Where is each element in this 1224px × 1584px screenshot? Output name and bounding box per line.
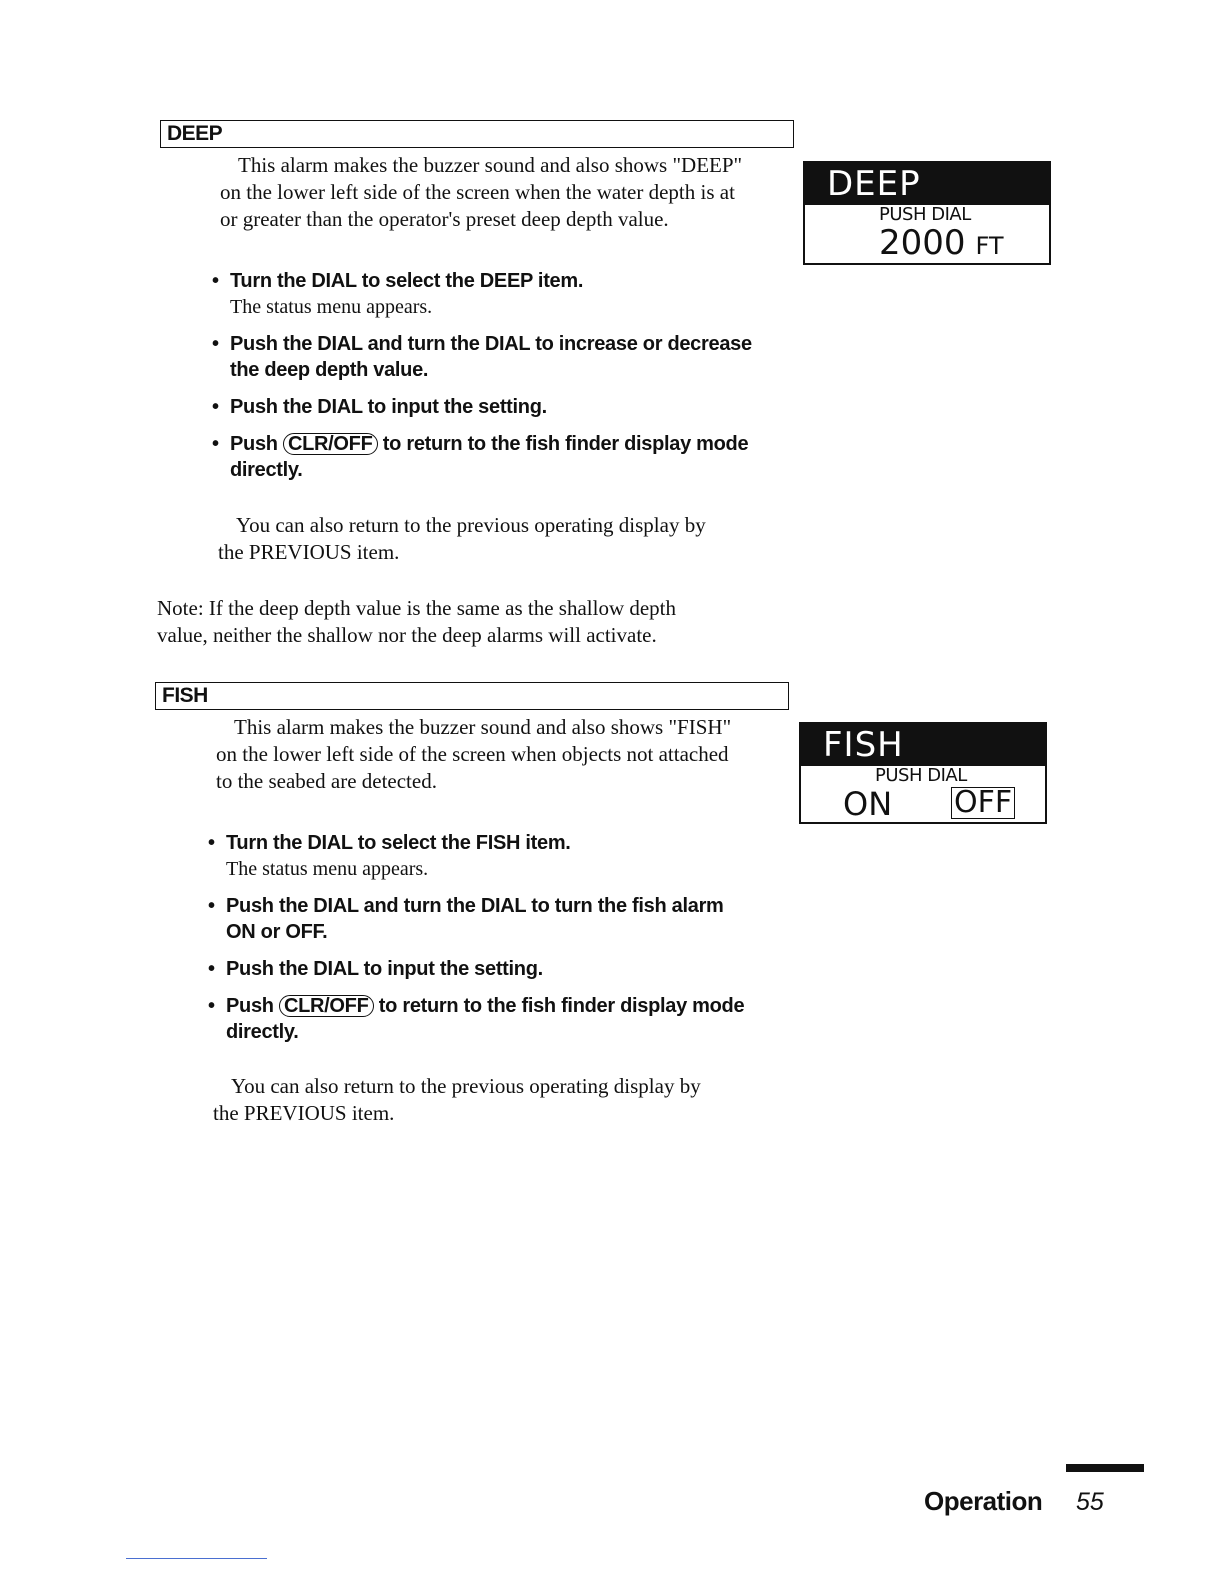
fish-step-1-text: Turn the DIAL to select the FISH item. [226,832,571,854]
deep-desc-line-2: on the lower left side of the screen when the water depth is at [220,180,735,204]
fish-description [216,714,796,795]
fish-step-1-sub: The status menu appears. [226,858,429,880]
fish-lcd-options [801,786,1045,824]
bullet: • [208,995,216,1017]
deep-step-4-push: Push [230,433,278,455]
deep-lcd-unit: FT [975,232,1004,260]
deep-step-4-text-line-1 [230,431,812,457]
deep-previous-line-2: the PREVIOUS item. [218,540,400,564]
fish-lcd-option-on: ON [843,785,893,823]
deep-desc-line-1: This alarm makes the buzzer sound and also shows "DEEP" [238,153,743,177]
deep-step-1-sub: The status menu appears. [230,296,433,318]
deep-step-4-after: to return to the fish finder display mode [382,433,749,455]
fish-step-2-text-line-2: ON or OFF. [226,921,328,943]
deep-previous-line-1: You can also return to the previous operating display by [236,513,706,537]
deep-step-2 [212,331,812,383]
fish-desc-line-3: to the seabed are detected. [216,769,437,793]
bullet: • [212,396,220,418]
fish-desc-line-2: on the lower left side of the screen when objects not attached [216,742,729,766]
footer-rule [1066,1464,1144,1472]
bullet: • [212,270,220,292]
clr-off-key: CLR/OFF [283,433,378,455]
deep-step-1-text: Turn the DIAL to select the DEEP item. [230,270,584,292]
deep-note-line-1: Note: If the deep depth value is the same as the shallow depth [157,596,677,620]
bullet: • [208,832,216,854]
fish-section-header [155,682,789,710]
deep-step-4 [212,431,812,483]
fish-lcd-title: FISH [801,724,1045,766]
fish-step-2-text-line-1: Push the DIAL and turn the DIAL to turn the fish alarm [226,895,724,917]
deep-step-4-text-line-2: directly. [230,459,303,481]
fish-step-4-push: Push [226,995,274,1017]
fish-steps-list [208,830,808,1056]
deep-desc-line-3: or greater than the operator's preset deep depth value. [220,207,669,231]
bullet: • [212,433,220,455]
fish-previous-line-2: the PREVIOUS item. [213,1101,395,1125]
bottom-divider [126,1558,267,1559]
fish-previous-note [213,1073,793,1127]
fish-step-2 [208,893,808,945]
fish-step-1 [208,830,808,882]
bullet: • [208,895,216,917]
deep-description [220,152,800,233]
deep-header-label: DEEP [167,122,223,145]
deep-lcd-display [803,161,1051,265]
deep-lcd-value-row [805,225,1049,264]
deep-lcd-value: 2000 [879,223,966,263]
fish-lcd-push-dial: PUSH DIAL [875,765,967,786]
deep-lcd-title: DEEP [805,163,1049,205]
deep-note-line-2: value, neither the shallow nor the deep alarms will activate. [157,623,657,647]
deep-lcd-push-dial: PUSH DIAL [879,204,971,225]
fish-step-4-text-line-1 [226,993,808,1019]
footer-section-name: Operation [924,1486,1043,1516]
page-number: 55 [1076,1488,1104,1516]
fish-desc-line-1: This alarm makes the buzzer sound and also shows "FISH" [234,715,732,739]
deep-step-1 [212,268,812,320]
fish-previous-line-1: You can also return to the previous operating display by [231,1074,701,1098]
fish-lcd-option-off-selected: OFF [951,787,1015,819]
deep-step-3 [212,394,812,420]
deep-steps-list [212,268,812,494]
fish-step-3 [208,956,808,982]
bullet: • [212,333,220,355]
deep-note [157,595,797,649]
deep-section-header [160,120,794,148]
deep-step-2-text-line-2: the deep depth value. [230,359,429,381]
fish-lcd-display [799,722,1047,824]
fish-step-4-after: to return to the fish finder display mode [378,995,745,1017]
fish-header-label: FISH [162,684,208,707]
clr-off-key: CLR/OFF [279,995,374,1017]
bullet: • [208,958,216,980]
deep-step-3-text: Push the DIAL to input the setting. [230,396,547,418]
fish-step-3-text: Push the DIAL to input the setting. [226,958,543,980]
fish-step-4 [208,993,808,1045]
deep-step-2-text-line-1: Push the DIAL and turn the DIAL to increase or decrease [230,333,752,355]
fish-step-4-text-line-2: directly. [226,1021,299,1043]
deep-previous-note [218,512,798,566]
